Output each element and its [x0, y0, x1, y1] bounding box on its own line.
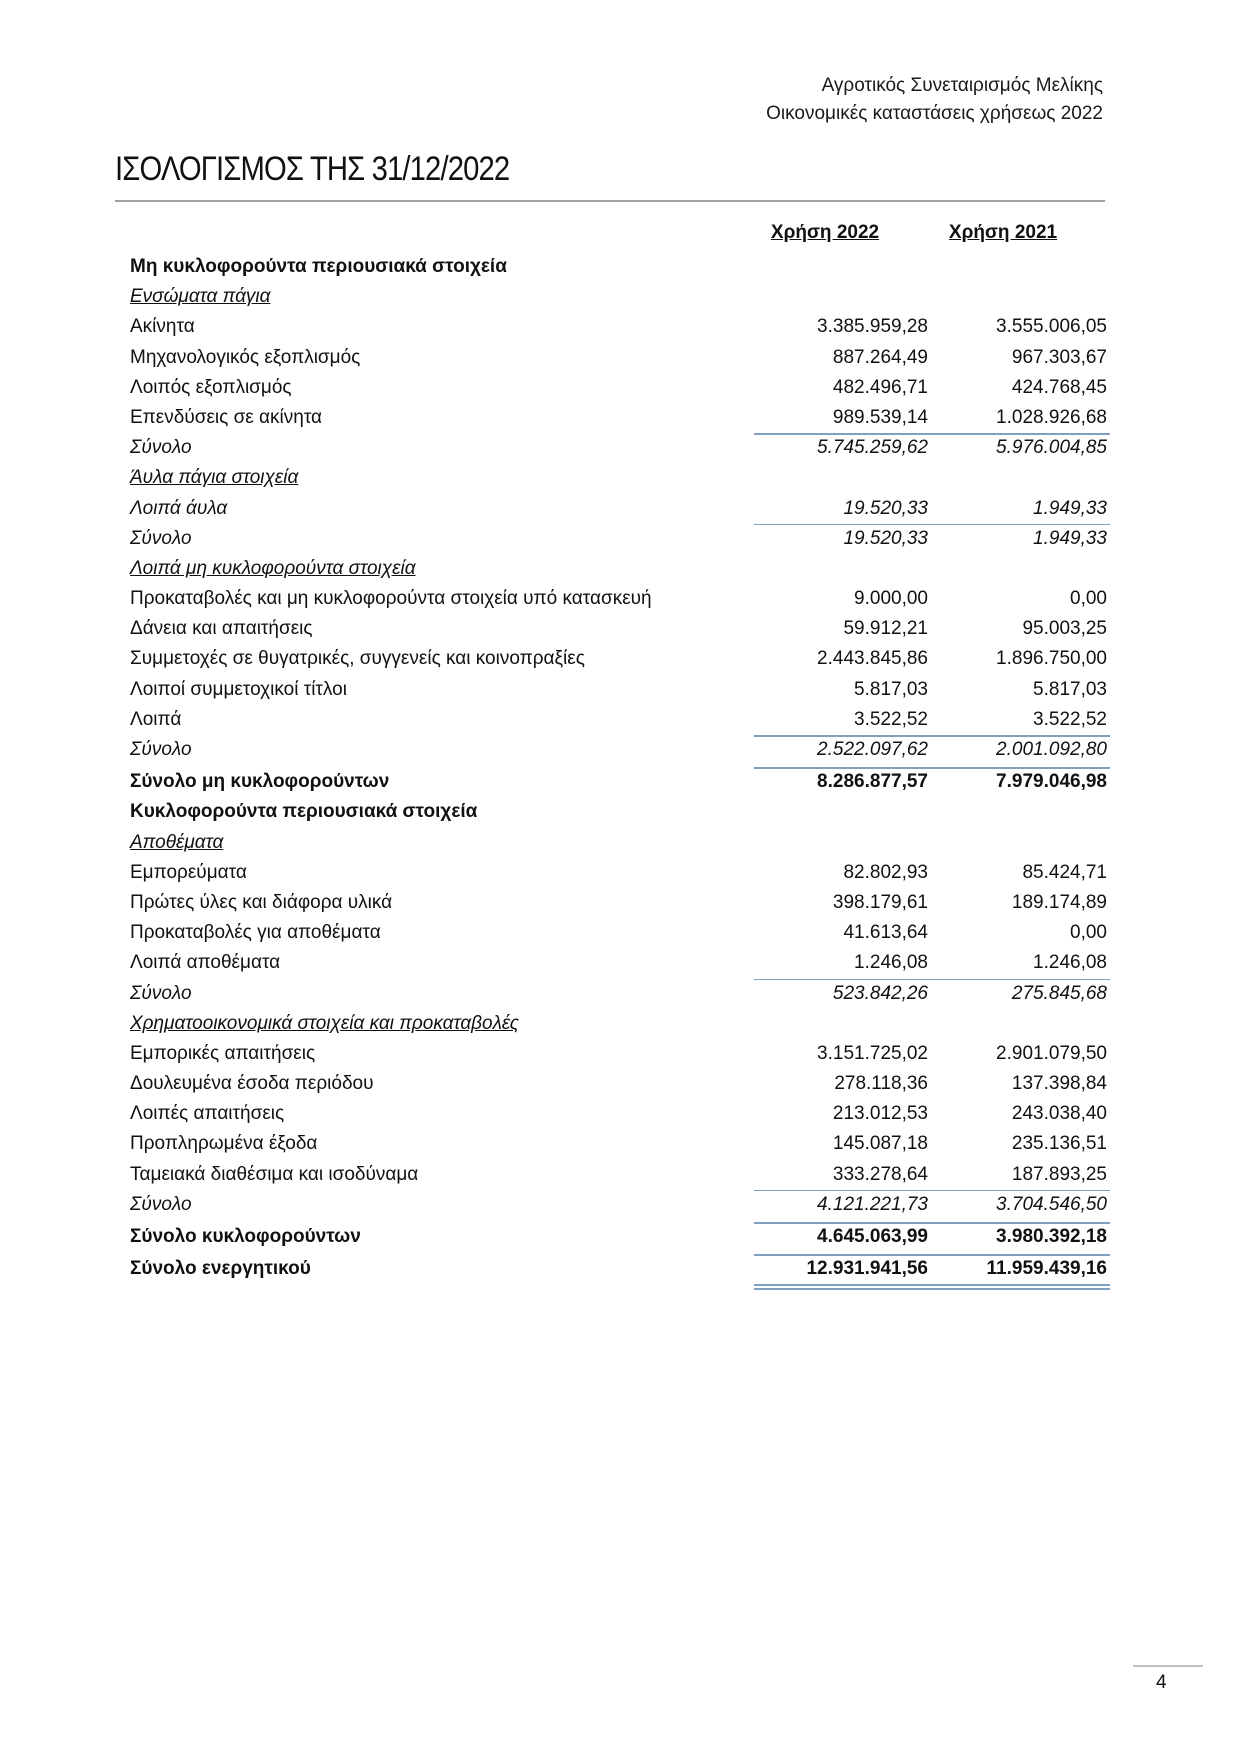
value-2022: 3.522,52 — [854, 708, 928, 730]
row-label: Δάνεια και απαιτήσεις — [130, 618, 313, 640]
value-2021: 5.817,03 — [1033, 678, 1107, 700]
page-title: ΙΣΟΛΟΓΙΣΜΟΣ ΤΗΣ 31/12/2022 — [115, 150, 510, 188]
value-2022: 989.539,14 — [832, 406, 928, 428]
value-2022: 1.246,08 — [854, 952, 928, 974]
table-row — [130, 1160, 1110, 1190]
value-2022: 8.286.877,57 — [817, 771, 928, 793]
value-2022: 19.520,33 — [843, 527, 928, 549]
table-row — [130, 675, 1110, 705]
total-row — [130, 979, 1110, 1009]
row-label: Εμπορεύματα — [130, 861, 247, 883]
table-row — [130, 918, 1110, 948]
value-2021: 424.768,45 — [1011, 376, 1107, 398]
row-label: Πρώτες ύλες και διάφορα υλικά — [130, 891, 393, 913]
row-label: Σύνολο — [130, 1193, 192, 1215]
value-2022: 482.496,71 — [832, 376, 928, 398]
row-label: Συμμετοχές σε θυγατρικές, συγγενείς και κοινοπραξίες — [130, 648, 585, 670]
row-label: Άυλα πάγια στοιχεία — [130, 467, 299, 489]
table-row — [130, 403, 1110, 433]
subsection-heading — [130, 554, 1110, 584]
value-2021: 1.949,33 — [1033, 497, 1107, 519]
row-label: Προκαταβολές και μη κυκλοφορούντα στοιχεία υπό κατασκευή — [130, 588, 652, 610]
value-2021: 3.555.006,05 — [996, 316, 1107, 338]
row-label: Προκαταβολές για αποθέματα — [130, 922, 381, 944]
value-2021: 95.003,25 — [1022, 618, 1107, 640]
total-row — [130, 433, 1110, 463]
row-label: Ακίνητα — [130, 316, 195, 338]
row-label: Λοιπός εξοπλισμός — [130, 376, 292, 398]
table-row — [130, 705, 1110, 735]
column-header-2022: Χρήση 2022 — [770, 222, 880, 243]
table-row — [130, 494, 1110, 524]
table-row — [130, 888, 1110, 918]
row-label: Δουλευμένα έσοδα περιόδου — [130, 1073, 374, 1095]
value-2022: 213.012,53 — [832, 1103, 928, 1125]
value-2021: 1.896.750,00 — [996, 648, 1107, 670]
row-label: Ενσώματα πάγια — [130, 286, 271, 308]
value-2022: 59.912,21 — [843, 618, 928, 640]
row-label: Ταμειακά διαθέσιμα και ισοδύναμα — [130, 1163, 419, 1185]
value-2022: 41.613,64 — [843, 922, 928, 944]
row-label: Λοιπές απαιτήσεις — [130, 1103, 285, 1125]
table-row — [130, 1069, 1110, 1099]
row-label: Εμπορικές απαιτήσεις — [130, 1042, 316, 1064]
value-2022: 333.278,64 — [832, 1163, 928, 1185]
value-2022: 82.802,93 — [843, 861, 928, 883]
row-label: Λοιποί συμμετοχικοί τίτλοι — [130, 678, 347, 700]
value-2021: 3.980.392,18 — [996, 1226, 1107, 1247]
table-row — [130, 1129, 1110, 1159]
row-label: Λοιπά άυλα — [130, 497, 228, 519]
value-2022: 5.745.259,62 — [817, 437, 928, 459]
value-2022: 2.522.097,62 — [817, 739, 928, 760]
value-2021: 1.028.926,68 — [996, 406, 1107, 428]
value-2022: 3.151.725,02 — [817, 1042, 928, 1064]
value-2021: 3.704.546,50 — [996, 1193, 1107, 1215]
value-2022: 9.000,00 — [854, 588, 928, 610]
value-2022: 3.385.959,28 — [817, 316, 928, 338]
footer-divider — [1133, 1665, 1203, 1667]
row-label: Σύνολο ενεργητικού — [130, 1258, 311, 1280]
value-2021: 0,00 — [1070, 588, 1107, 610]
value-2021: 7.979.046,98 — [996, 771, 1107, 793]
value-2022: 887.264,49 — [832, 346, 928, 368]
total-row — [130, 1190, 1110, 1220]
page-number: 4 — [1156, 1672, 1167, 1693]
row-label: Μη κυκλοφορούντα περιουσιακά στοιχεία — [130, 256, 507, 277]
value-2022: 19.520,33 — [843, 497, 928, 519]
table-row — [130, 644, 1110, 674]
table-row — [130, 373, 1110, 403]
row-label: Χρηματοοικονομικά στοιχεία και προκαταβολές — [130, 1012, 520, 1034]
row-label: Μηχανολογικός εξοπλισμός — [130, 346, 361, 368]
value-2022: 398.179,61 — [832, 891, 928, 913]
value-2021: 2.001.092,80 — [996, 739, 1107, 760]
value-2021: 137.398,84 — [1011, 1073, 1107, 1095]
row-label: Κυκλοφορούντα περιουσιακά στοιχεία — [130, 801, 478, 823]
value-2022: 2.443.845,86 — [817, 648, 928, 670]
value-2022: 4.121.221,73 — [817, 1193, 928, 1215]
table-row — [130, 614, 1110, 644]
value-2021: 187.893,25 — [1011, 1163, 1107, 1185]
value-2021: 11.959.439,16 — [986, 1258, 1107, 1280]
subsection-heading — [130, 463, 1110, 493]
row-label: Σύνολο — [130, 527, 192, 549]
row-label: Σύνολο — [130, 739, 192, 760]
row-label: Αποθέματα — [130, 831, 224, 853]
table-row — [130, 584, 1110, 614]
value-2021: 5.976.004,85 — [996, 437, 1107, 459]
row-label: Λοιπά — [130, 708, 182, 730]
table-row — [130, 1039, 1110, 1069]
table-row — [130, 1099, 1110, 1129]
row-label: Σύνολο μη κυκλοφορούντων — [130, 771, 390, 793]
total-row — [130, 524, 1110, 554]
total-row — [130, 767, 1110, 797]
value-2022: 5.817,03 — [854, 678, 928, 700]
table-row — [130, 858, 1110, 888]
value-2022: 523.842,26 — [832, 982, 928, 1004]
row-label: Σύνολο — [130, 437, 192, 459]
table-row — [130, 312, 1110, 342]
row-label: Προπληρωμένα έξοδα — [130, 1133, 318, 1155]
value-2021: 0,00 — [1070, 922, 1107, 944]
section-heading — [130, 252, 1110, 282]
total-row — [130, 1222, 1110, 1252]
row-label: Λοιπά μη κυκλοφορούντα στοιχεία — [130, 557, 416, 579]
row-label: Λοιπά αποθέματα — [130, 952, 281, 974]
row-label: Επενδύσεις σε ακίνητα — [130, 406, 323, 428]
column-header-2021: Χρήση 2021 — [948, 222, 1058, 243]
document-header — [766, 72, 1103, 128]
value-2022: 145.087,18 — [832, 1133, 928, 1155]
total-row — [130, 1254, 1110, 1284]
row-label: Σύνολο — [130, 982, 192, 1004]
title-divider — [115, 200, 1105, 202]
table-row — [130, 343, 1110, 373]
row-label: Σύνολο κυκλοφορούντων — [130, 1226, 361, 1247]
section-heading — [130, 797, 1110, 827]
subsection-heading — [130, 1009, 1110, 1039]
table-row — [130, 948, 1110, 978]
value-2021: 1.949,33 — [1033, 527, 1107, 549]
document-subtitle: Οικονομικές καταστάσεις χρήσεως 2022 — [766, 103, 1103, 124]
balance-sheet-table — [130, 252, 1110, 1284]
value-2022: 4.645.063,99 — [817, 1226, 928, 1247]
total-row — [130, 735, 1110, 765]
value-2021: 275.845,68 — [1011, 982, 1107, 1004]
subsection-heading — [130, 828, 1110, 858]
value-2021: 235.136,51 — [1011, 1133, 1107, 1155]
value-2021: 3.522,52 — [1033, 708, 1107, 730]
value-2022: 278.118,36 — [834, 1073, 928, 1095]
value-2021: 189.174,89 — [1011, 891, 1107, 913]
subsection-heading — [130, 282, 1110, 312]
company-name: Αγροτικός Συνεταιρισμός Μελίκης — [821, 75, 1103, 96]
value-2021: 967.303,67 — [1011, 346, 1107, 368]
value-2022: 12.931.941,56 — [806, 1258, 928, 1280]
value-2021: 243.038,40 — [1011, 1103, 1107, 1125]
value-2021: 1.246,08 — [1033, 952, 1107, 974]
value-2021: 2.901.079,50 — [996, 1042, 1107, 1064]
value-2021: 85.424,71 — [1022, 861, 1107, 883]
